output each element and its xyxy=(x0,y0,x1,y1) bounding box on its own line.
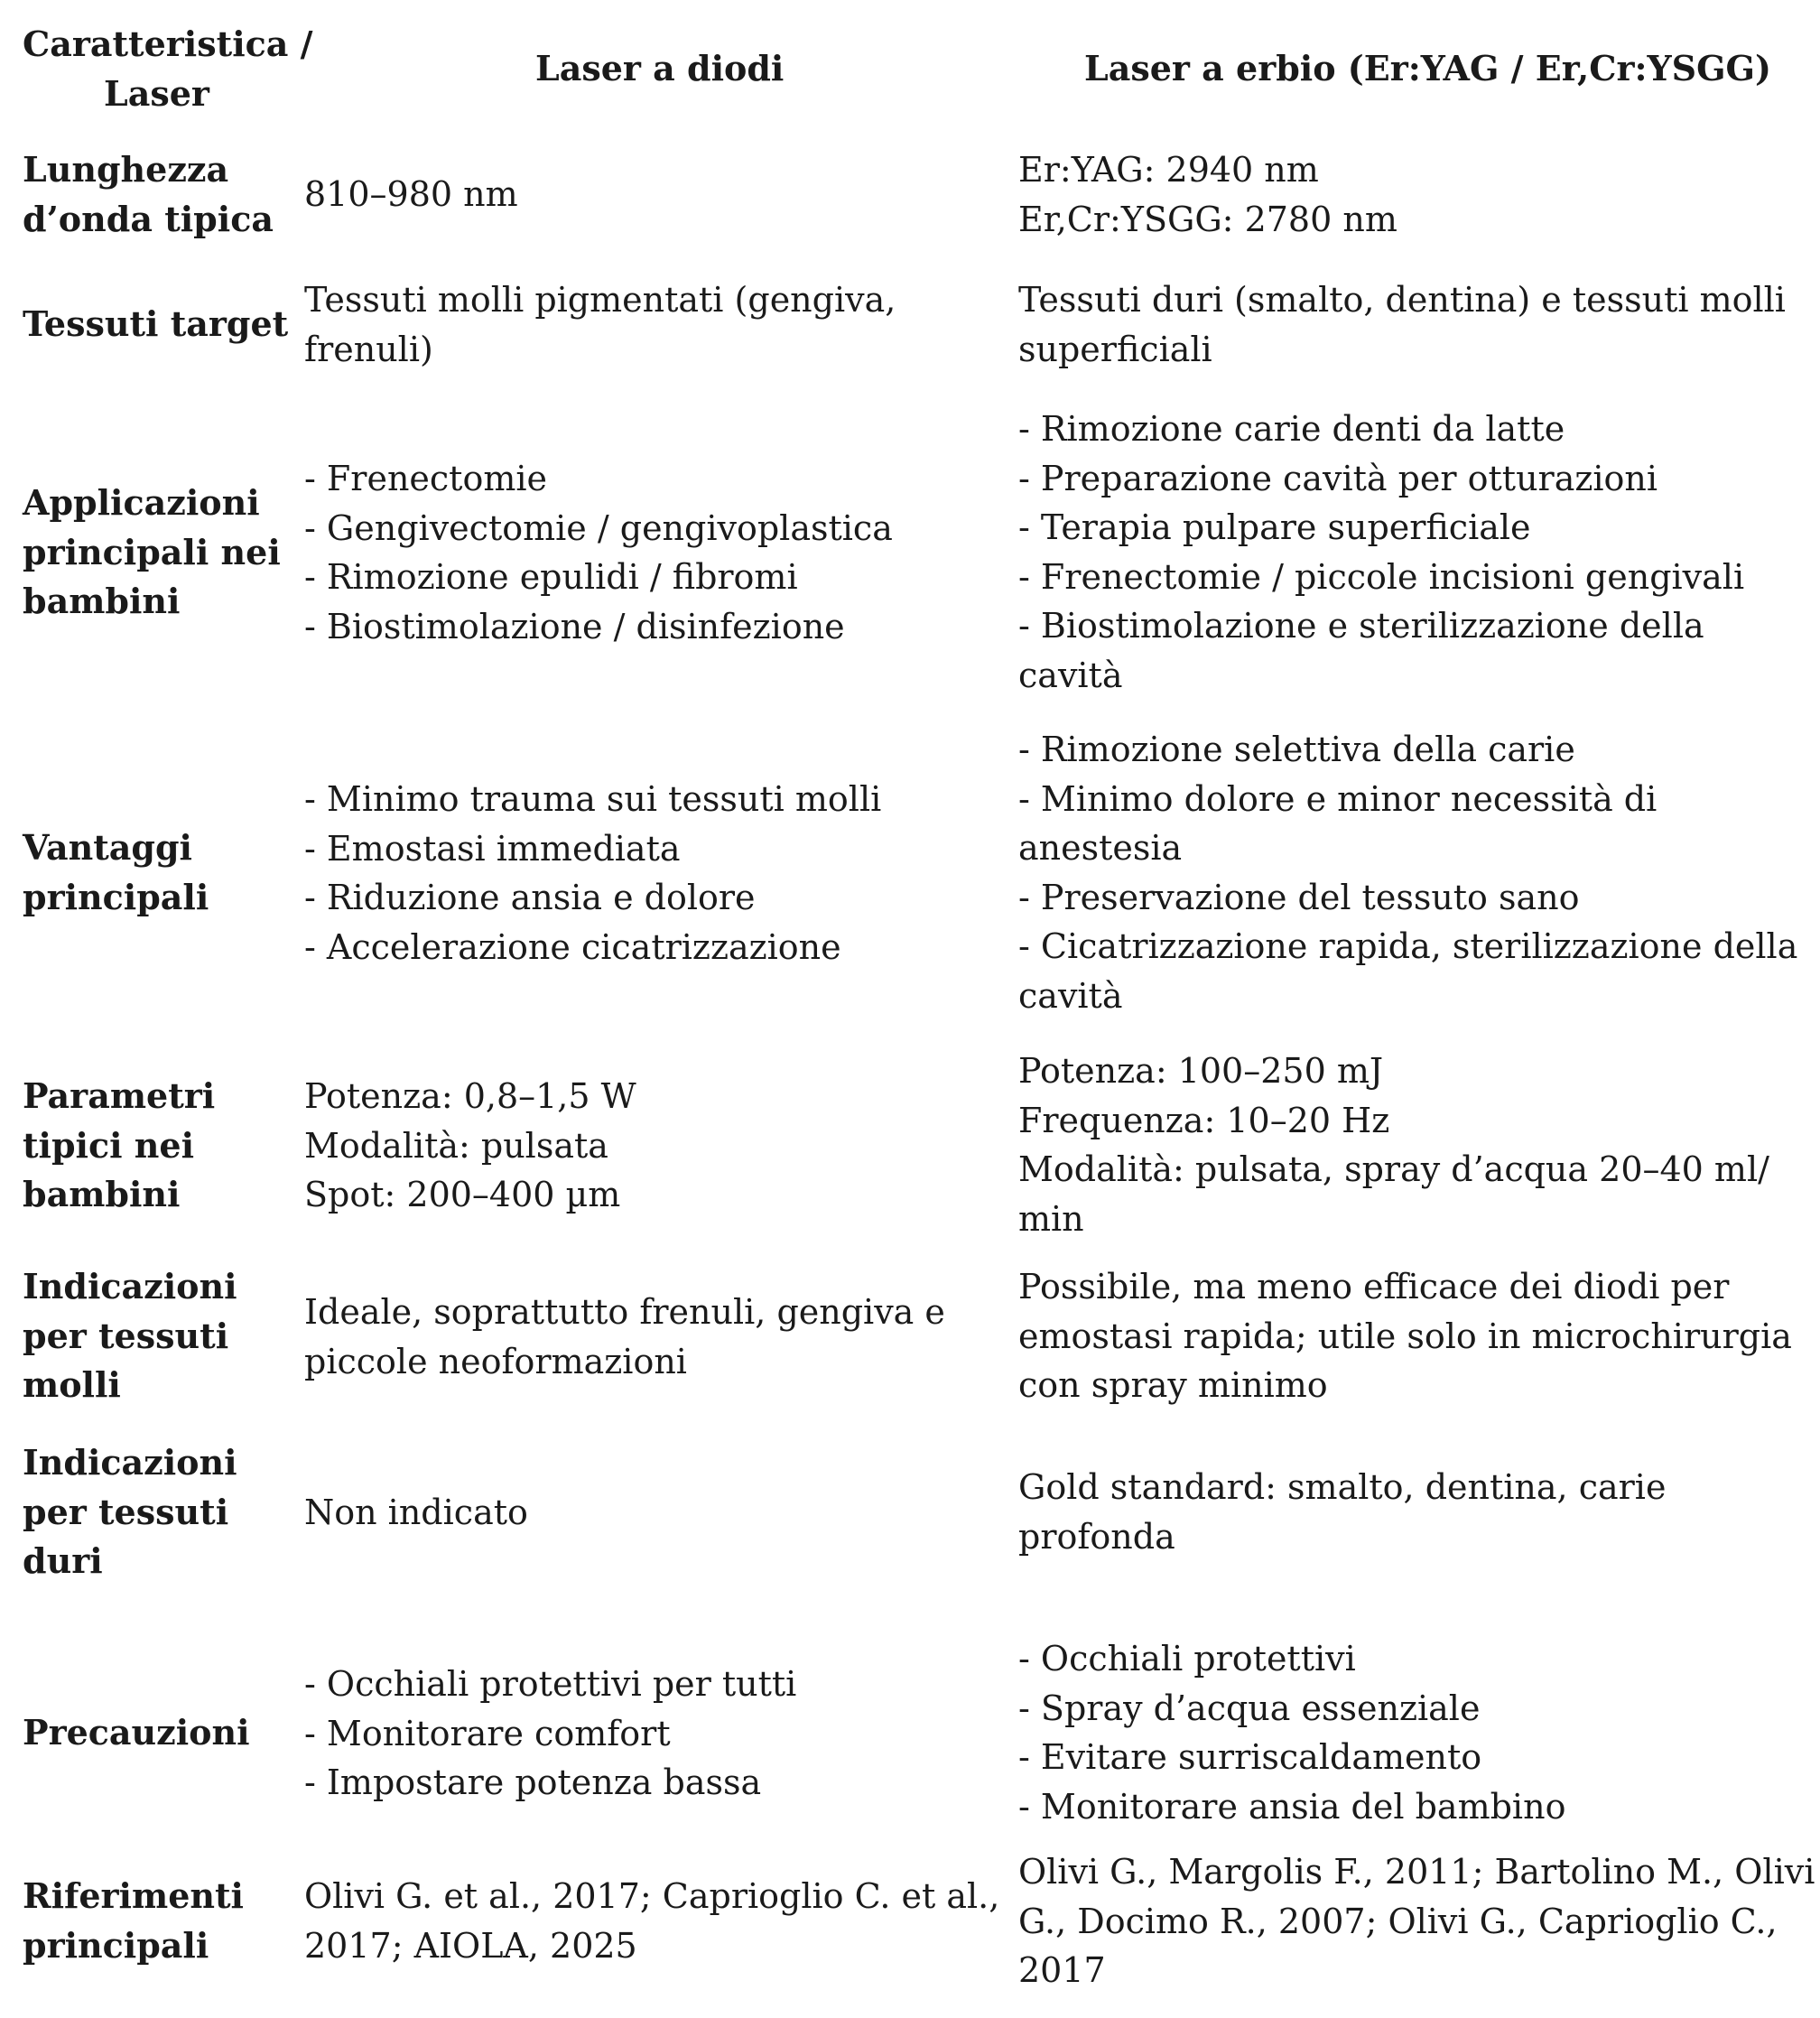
cell-line: Potenza: 100–250 mJ xyxy=(1018,1051,1384,1091)
cell-line: duri xyxy=(23,1540,103,1581)
cell-line: Precauzioni xyxy=(23,1712,250,1753)
cell-erbio xyxy=(1018,145,1398,244)
cell-line: principali nei xyxy=(23,531,281,572)
row-label xyxy=(23,1708,250,1758)
cell-line: - Monitorare comfort xyxy=(304,1713,671,1753)
cell-line: Olivi G., Margolis F., 2011; Bartolino M., Olivi xyxy=(1018,1852,1815,1892)
cell-diodi xyxy=(304,1660,796,1808)
cell-line: piccole neoformazioni xyxy=(304,1341,687,1381)
cell-line: Potenza: 0,8–1,5 W xyxy=(304,1076,636,1116)
cell-line: Indicazioni xyxy=(23,1266,237,1307)
cell-erbio xyxy=(1018,1463,1666,1561)
cell-line: - Frenectomie / piccole incisioni gengivali xyxy=(1018,556,1745,597)
cell-line: tipici nei xyxy=(23,1124,195,1166)
cell-erbio xyxy=(1018,1847,1815,1995)
cell-line: - Terapia pulpare superficiale xyxy=(1018,507,1531,547)
cell-line: - Preparazione cavità per otturazioni xyxy=(1018,458,1658,498)
cell-line: - Rimozione epulidi / fibromi xyxy=(304,557,798,597)
cell-line: Ideale, soprattutto frenuli, gengiva e xyxy=(304,1292,945,1332)
cell-line: profonda xyxy=(1018,1516,1175,1557)
cell-line: - Cicatrizzazione rapida, sterilizzazione della xyxy=(1018,926,1798,966)
cell-line: Indicazioni xyxy=(23,1442,237,1483)
cell-line: principali xyxy=(23,1924,209,1966)
cell-line: - Monitorare ansia del bambino xyxy=(1018,1786,1566,1827)
cell-line: - Spray d’acqua essenziale xyxy=(1018,1688,1481,1728)
cell-line: Parametri xyxy=(23,1075,216,1116)
cell-line: Olivi G. et al., 2017; Caprioglio C. et al., xyxy=(304,1876,1000,1916)
cell-line: G., Docimo R., 2007; Olivi G., Caprioglio C., xyxy=(1018,1901,1778,1941)
cell-line: superficiali xyxy=(1018,329,1212,369)
cell-diodi xyxy=(304,170,518,219)
cell-line: molli xyxy=(23,1364,121,1405)
cell-line: - Emostasi immediata xyxy=(304,828,681,869)
cell-line: Tessuti molli pigmentati (gengiva, xyxy=(304,280,896,320)
cell-line: Vantaggi xyxy=(23,827,192,868)
cell-line: Modalità: pulsata xyxy=(304,1125,608,1166)
row-label xyxy=(23,145,274,244)
cell-line: emostasi rapida; utile solo in microchirurgia xyxy=(1018,1316,1792,1356)
cell-line: Spot: 200–400 µm xyxy=(304,1175,621,1214)
cell-line: - Rimozione carie denti da latte xyxy=(1018,409,1565,449)
cell-line: Tessuti duri (smalto, dentina) e tessuti molli xyxy=(1018,280,1786,320)
cell-line: Tessuti target xyxy=(23,303,289,344)
cell-line: - Rimozione selettiva della carie xyxy=(1018,730,1575,769)
cell-line: - Biostimolazione / disinfezione xyxy=(304,606,845,646)
cell-line: - Riduzione ansia e dolore xyxy=(304,878,756,917)
cell-line: cavità xyxy=(1018,655,1123,695)
cell-line: Gold standard: smalto, dentina, carie xyxy=(1018,1467,1667,1507)
cell-diodi xyxy=(304,1872,999,1970)
cell-line: con spray minimo xyxy=(1018,1365,1328,1405)
cell-line: principali xyxy=(23,876,209,917)
cell-diodi xyxy=(304,1488,528,1538)
row-label xyxy=(23,479,281,627)
cell-line: - Evitare surriscaldamento xyxy=(1018,1737,1482,1777)
cell-line: - Minimo trauma sui tessuti molli xyxy=(304,779,882,819)
cell-diodi xyxy=(304,275,896,374)
row-label xyxy=(23,300,288,349)
cell-diodi xyxy=(304,775,881,972)
cell-line: min xyxy=(1018,1198,1084,1239)
row-label xyxy=(23,1872,244,1970)
cell-line: 2017; AIOLA, 2025 xyxy=(304,1925,637,1966)
cell-diodi xyxy=(304,454,893,651)
cell-line: per tessuti xyxy=(23,1491,229,1532)
cell-line: - Biostimolazione e sterilizzazione della xyxy=(1018,606,1704,646)
row-label xyxy=(23,823,209,922)
header-col-erbio: Laser a erbio (Er:YAG / Er,Cr:YSGG) xyxy=(1084,48,1771,88)
cell-line: Non indicato xyxy=(304,1493,528,1532)
cell-line: Er:YAG: 2940 nm xyxy=(1018,150,1319,190)
cell-diodi xyxy=(304,1288,945,1386)
cell-line: Lunghezza xyxy=(23,149,229,190)
cell-line: Modalità: pulsata, spray d’acqua 20–40 ml/ xyxy=(1018,1149,1769,1189)
row-label xyxy=(23,1438,237,1586)
cell-erbio xyxy=(1018,1634,1565,1831)
cell-line: 810–980 nm xyxy=(304,174,518,214)
cell-line: Riferimenti xyxy=(23,1875,244,1916)
cell-line: - Accelerazione cicatrizzazione xyxy=(304,926,841,967)
cell-erbio xyxy=(1018,275,1786,374)
cell-line: per tessuti xyxy=(23,1315,229,1356)
cell-erbio xyxy=(1018,1046,1769,1243)
cell-line: - Frenectomie xyxy=(304,459,548,498)
cell-line: anestesia xyxy=(1018,828,1183,868)
cell-line: frenuli) xyxy=(304,329,433,369)
cell-line: - Preservazione del tessuto sano xyxy=(1018,877,1580,917)
cell-line: Applicazioni xyxy=(23,482,260,523)
cell-erbio xyxy=(1018,405,1744,700)
cell-line: - Occhiali protettivi xyxy=(1018,1639,1356,1679)
cell-line: - Impostare potenza bassa xyxy=(304,1762,762,1802)
cell-line: d’onda tipica xyxy=(23,198,274,239)
cell-line: Frequenza: 10–20 Hz xyxy=(1018,1100,1390,1140)
cell-line: Possibile, ma meno efficace dei diodi per xyxy=(1018,1267,1730,1307)
header-col-caratteristica: Caratteristica / Laser xyxy=(23,23,313,114)
cell-diodi xyxy=(304,1072,636,1220)
cell-line: 2017 xyxy=(1018,1950,1106,1990)
cell-line: bambini xyxy=(23,581,181,621)
cell-line: - Minimo dolore e minor necessità di xyxy=(1018,778,1658,819)
row-label xyxy=(23,1262,237,1410)
cell-line: - Occhiali protettivi per tutti xyxy=(304,1664,797,1704)
header-col-diodi: Laser a diodi xyxy=(535,48,785,88)
cell-line: cavità xyxy=(1018,975,1123,1016)
cell-line: - Gengivectomie / gengivoplastica xyxy=(304,507,893,548)
cell-erbio xyxy=(1018,725,1797,1020)
cell-line: Er,Cr:YSGG: 2780 nm xyxy=(1018,199,1398,239)
row-label xyxy=(23,1072,215,1220)
cell-erbio xyxy=(1018,1262,1792,1410)
cell-line: bambini xyxy=(23,1174,181,1214)
